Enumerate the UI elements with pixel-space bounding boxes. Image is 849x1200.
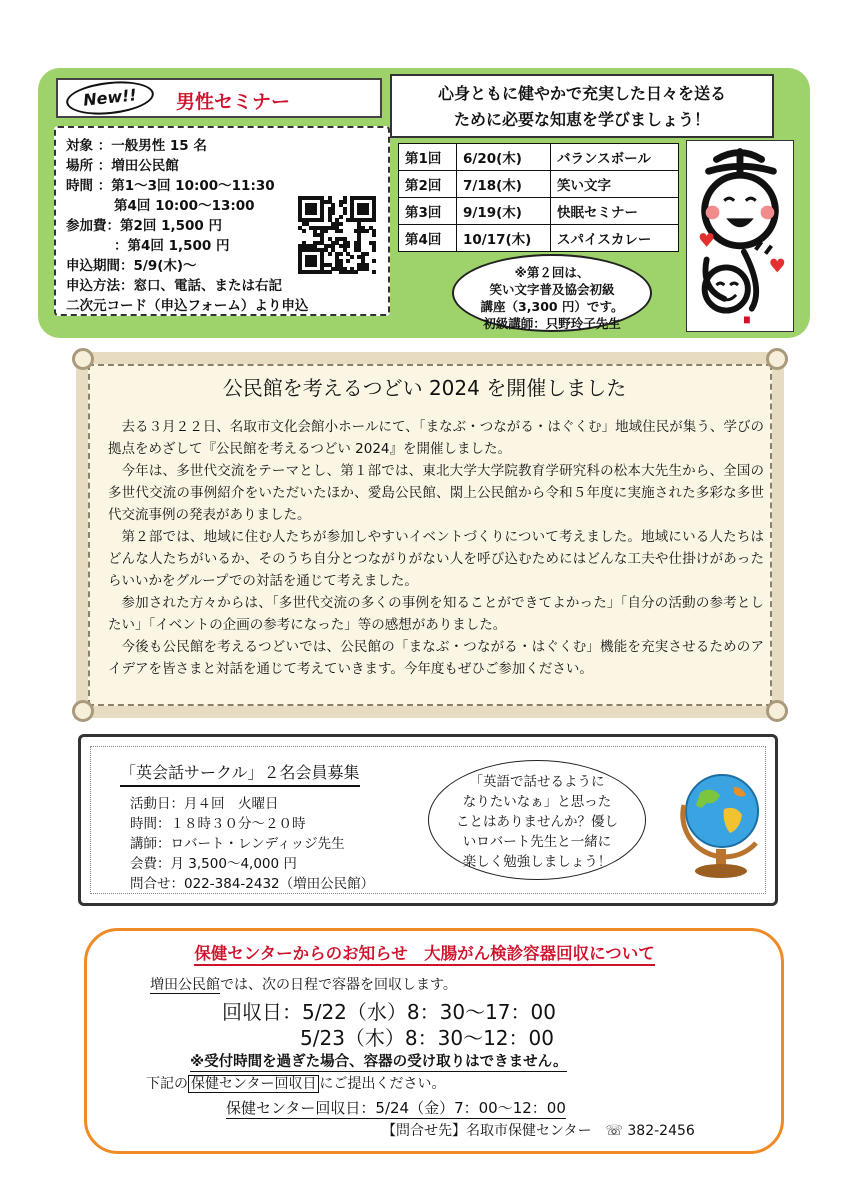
health-intro-rest: では、次の日程で容器を回収します。 — [220, 977, 457, 993]
qr-module — [343, 200, 347, 204]
qr-module — [331, 211, 335, 215]
center-collection-date: 保健センター回収日：5/24（金）7：00～12：00 — [226, 1099, 566, 1117]
tsudoi-paragraph: 参加された方々からは、「多世代交流の多くの事例を知ることができてよかった」「自分の活動の参考としたい」「イベントの企画の参考になった」等の感想がありました。 — [108, 595, 764, 633]
health-warning: ※受付時間を過ぎた場合、容器の受け取りはできません。 — [190, 1050, 567, 1072]
english-bubble-line: ことはありませんか？優し — [456, 814, 618, 830]
qr-module — [365, 211, 369, 215]
health-submit — [146, 1073, 445, 1093]
slogan-line-1: 心身ともに健やかで充実した日々を送る — [437, 84, 726, 103]
qr-module — [372, 270, 376, 274]
info-method: 申込方法：窓口、電話、または右記 — [66, 278, 282, 294]
info-target: 対象 ：一般男性 15 名 — [66, 138, 207, 154]
note-line-4: 初級講師：只野玲子先生 — [483, 316, 621, 331]
schedule-row — [399, 171, 679, 198]
note-line-3: 講座（3,300 円）です。 — [480, 299, 624, 314]
info-place: 場所 ：増田公民館 — [66, 158, 179, 174]
english-bubble-line: 楽しく勉強しましょう！ — [462, 854, 612, 870]
tsudoi-paragraph: 今後も公民館を考えるつどいでは、公民館の「まなぶ・つながる・はぐくむ」機能を充実させるためのアイデアを皆さまと対話を通じて考えていきます。今年度もぜひご参加ください。 — [108, 639, 764, 677]
frame-corner — [72, 700, 94, 722]
health-submit-pre: 下記の — [146, 1076, 188, 1092]
qr-module — [346, 259, 350, 263]
info-time-4: 第4回 10:00～13:00 — [114, 198, 255, 214]
qr-module — [365, 252, 369, 256]
collection-date-1: 回収日：5/22（水）8：30～17：00 — [222, 1000, 556, 1024]
tsudoi-body — [108, 416, 764, 680]
qr-module — [372, 233, 376, 237]
info-method-2: 二次元コード（申込フォーム）より申込 — [66, 298, 309, 314]
schedule-topic: 笑い文字 — [551, 171, 679, 198]
qr-module — [302, 229, 306, 233]
qr-module — [343, 211, 347, 215]
schedule-date: 10/17(木) — [457, 225, 551, 252]
english-bubble-line: なりたいなぁ」と思った — [462, 794, 612, 810]
qr-module — [313, 263, 317, 267]
schedule-topic: バランスボール — [551, 144, 679, 171]
new-badge: New!! — [65, 77, 156, 118]
tsudoi-title: 公民館を考えるつどい 2024 を開催しました — [222, 376, 627, 400]
note-line-1: ※第２回は、 — [514, 265, 590, 280]
qr-module — [354, 270, 358, 274]
qr-module — [328, 252, 332, 256]
schedule-no: 第4回 — [399, 225, 457, 252]
seminar-slogan — [390, 74, 774, 138]
info-period: 申込期間：5/9(木)～ — [66, 258, 197, 274]
health-title-text: 保健センターからのお知らせ 大腸がん検診容器回収について — [194, 944, 655, 966]
qr-module — [365, 267, 369, 271]
health-intro-place: 増田公民館 — [150, 977, 220, 993]
collection-date-2: 5/23（木）8：30～12：00 — [300, 1026, 554, 1050]
arigato-illustration — [686, 140, 794, 332]
schedule-no: 第1回 — [399, 144, 457, 171]
english-time: 時間：１８時３０分～２０時 — [130, 816, 306, 832]
qr-module — [350, 255, 354, 259]
qr-module — [346, 244, 350, 248]
tsudoi-paragraph: 今年は、多世代交流をテーマとし、第１部では、東北大学大学院教育学研究科の松本大先生から、全国の多世代交流の事例紹介をいただいたほか、愛島公民館、閖上公民館から令和５年度に実施された多彩な多世代交流事例の発表がありました。 — [108, 463, 764, 523]
tsudoi-paragraph: 去る３月２２日、名取市文化会館小ホールにて、「まなぶ・つながる・はぐくむ」地域住民が集う、学びの拠点をめざして『公民館を考えるつどい 2024』を開催しました。 — [108, 419, 764, 457]
globe-icon — [676, 765, 772, 885]
schedule-topic: スパイスカレー — [551, 225, 679, 252]
schedule-date: 7/18(木) — [457, 171, 551, 198]
qr-module — [372, 259, 376, 263]
info-fee-4: ：第4回 1,500 円 — [114, 238, 230, 254]
health-contact: 【問合せ先】名取市保健センター ☏ 382-2456 — [382, 1123, 695, 1139]
health-submit-post: にご提出ください。 — [319, 1076, 446, 1092]
schedule-row — [399, 225, 679, 252]
qr-module — [324, 229, 328, 233]
schedule-date: 9/19(木) — [457, 198, 551, 225]
frame-corner — [766, 348, 788, 370]
english-bubble-line: 「英語で話せるように — [469, 774, 605, 790]
note-line-2: 笑い文字普及協会初級 — [489, 282, 615, 297]
schedule-table — [398, 143, 679, 252]
english-contact: 問合せ：022-384-2432（増田公民館） — [130, 876, 375, 892]
english-title: 「英会話サークル」２名会員募集 — [120, 760, 360, 787]
english-bubble — [428, 760, 646, 880]
health-submit-box: 保健センター回収日 — [188, 1075, 319, 1093]
qr-module — [339, 222, 343, 226]
qr-module — [328, 270, 332, 274]
slogan-line-2: ために必要な知恵を学びましょう！ — [453, 110, 710, 129]
health-intro — [150, 974, 457, 994]
qr-module — [313, 211, 317, 215]
frame-corner — [72, 348, 94, 370]
qr-module — [339, 215, 343, 219]
info-fee: 参加費：第2回 1,500 円 — [66, 218, 222, 234]
qr-module — [372, 248, 376, 252]
qr-module — [339, 229, 343, 233]
english-bubble-line: いロバート先生と一緒に — [462, 834, 612, 850]
schedule-row — [399, 198, 679, 225]
schedule-topic: 快眠セミナー — [551, 198, 679, 225]
seminar-title: 男性セミナー — [176, 91, 291, 113]
qr-module — [339, 252, 343, 256]
info-time: 時間 ：第1～3回 10:00～11:30 — [66, 178, 275, 194]
frame-corner — [766, 700, 788, 722]
schedule-date: 6/20(木) — [457, 144, 551, 171]
qr-module — [320, 218, 324, 222]
english-fee: 会費：月 3,500～4,000 円 — [130, 856, 297, 872]
tsudoi-paragraph: 第２部では、地域に住む人たちが参加しやすいイベントづくりについて考えました。地域にいる人たちはどんな人たちがいるか、そのうち自分とつながりがない人を呼び込むためにはどんな工夫や仕掛けがあったらいいかをグループでの対話を通じて考えました。 — [108, 529, 764, 589]
qr-code[interactable] — [298, 196, 376, 274]
schedule-no: 第2回 — [399, 171, 457, 198]
health-title — [0, 940, 849, 964]
english-day: 活動日：月４回 火曜日 — [130, 796, 279, 812]
seminar-note-bubble — [452, 254, 652, 332]
qr-module — [365, 229, 369, 233]
english-teacher: 講師：ロバート・レンディッジ先生 — [130, 836, 345, 852]
schedule-no: 第3回 — [399, 198, 457, 225]
qr-module — [372, 218, 376, 222]
schedule-row — [399, 144, 679, 171]
